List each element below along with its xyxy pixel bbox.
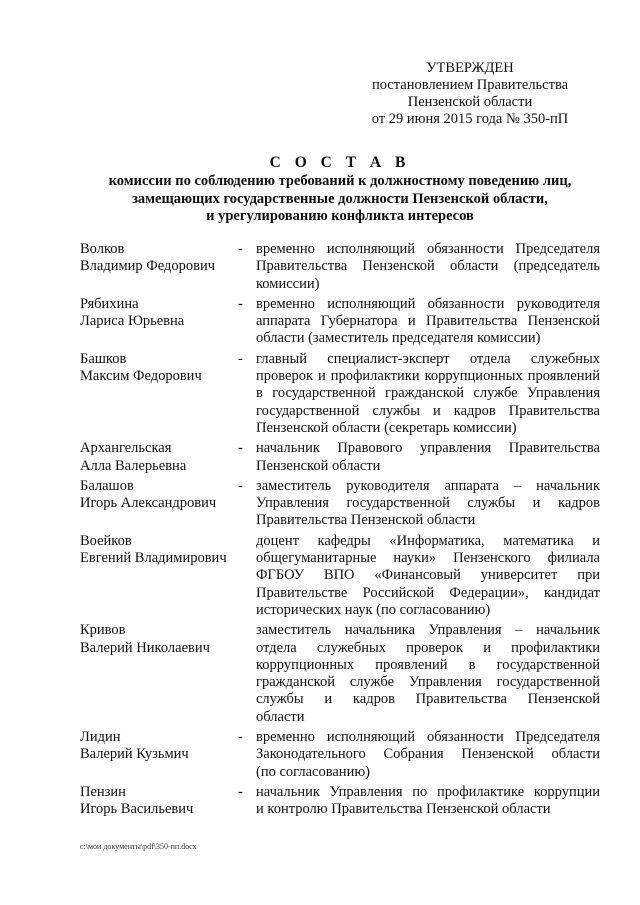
member-given-names: Валерий Николаевич [80,639,210,656]
member-surname: Пензин [80,783,126,800]
member-row [80,296,600,348]
member-position-line: временно исполняющий обязанности Председателя [256,729,600,746]
member-position-line: комиссии) [256,275,320,292]
document-subtitle [60,173,620,226]
approval-line-2: постановлением Правительства [371,77,569,93]
member-surname: Кривов [80,622,126,639]
member-position [256,478,600,530]
member-position-line: главный специалист-эксперт отдела служебных [256,350,600,367]
member-dash: - [238,241,243,257]
member-surname: Воейков [80,532,132,549]
approval-line-1: УТВЕРЖДЕН [426,60,514,76]
member-dash [238,533,256,619]
member-dash [238,622,256,726]
member-name [80,729,238,781]
member-name [80,440,238,475]
member-position-line: (по согласованию) [256,763,370,780]
member-name [80,478,238,530]
member-dash: - [238,295,243,312]
member-position-line: отдела служебных проверок и профилактики [256,639,600,656]
member-position-line: и контролю Правительства Пензенской области [256,801,551,818]
member-position-line: гражданской службе Управления государственной [256,674,600,691]
member-surname: Лидин [80,729,121,746]
member-position [256,351,600,437]
member-given-names: Евгений Владимирович [80,550,227,567]
approval-stamp [350,60,590,128]
member-position [256,729,600,781]
member-row [80,241,600,293]
member-given-names: Максим Федорович [80,368,202,385]
member-position [256,784,600,819]
member-row [80,622,600,726]
approval-line-3: Пензенской области [407,94,533,110]
member-name [80,533,238,619]
member-position-line: заместитель руководителя аппарата – начальник [256,477,600,494]
member-position-line: аппарата Губернатора и Правительства Пензенской [256,313,600,330]
member-row [80,351,600,437]
member-position-line: доцент кафедры «Информатика, математика и [256,532,600,549]
member-position [256,440,600,475]
document-title: С О С Т А В [269,154,411,171]
member-dash: - [238,350,243,367]
member-name [80,241,238,293]
member-position-line: Правительстве Российской Федерации», кандидат [256,584,600,601]
member-position [256,296,600,348]
member-name [80,351,238,437]
member-position-line: ФГБОУ ВПО «Финансовый университет при [256,567,600,584]
member-surname: Балашов [80,477,134,494]
member-position-line: Пензенской области (секретарь комиссии) [256,419,517,436]
member-position-line: Правительства Пензенской области (председатель [256,258,600,275]
member-given-names: Лариса Юрьевна [80,313,185,330]
member-position-line: службы и кадров Правительства Пензенской [256,691,600,708]
approval-line-4: от 29 июня 2015 года № 350-пП [371,111,569,127]
member-position-line: начальник Правового управления Правительства [256,440,600,457]
member-row [80,478,600,530]
member-position-line: общегуманитарные науки» Пензенского филиала [256,550,600,567]
member-row [80,533,600,619]
subtitle-line-3: и урегулированию конфликта интересов [206,208,474,224]
member-position-line: Пензенской области [256,457,381,474]
member-dash: - [238,477,243,494]
member-name [80,784,238,819]
member-position-line: области (заместитель председателя комиссии) [256,330,541,347]
title-block [60,153,620,226]
member-position-line: Управления государственной службы и кадров [256,495,600,512]
member-dash: - [238,729,243,746]
member-position-line: государственной службы и кадров Правительства [256,402,600,419]
member-position-line: проверок и профилактики коррупционных проявлений [256,368,600,385]
member-position-line: заместитель начальника Управления – начальник [256,622,600,639]
member-position-line: временно исполняющий обязанности Председателя [256,241,600,257]
file-path-footer: c:\мои документы\pdf\350-пп.docx [80,842,197,851]
member-row [80,729,600,781]
member-surname: Волков [80,241,125,257]
member-position-line: области [256,708,305,725]
member-given-names: Игорь Александрович [80,495,217,512]
member-position [256,622,600,726]
member-surname: Башков [80,350,127,367]
member-dash: - [238,783,243,800]
members-list [80,241,600,822]
member-position-line: в государственной гражданской службе Управления [256,385,600,402]
member-dash: - [238,440,243,457]
member-position [256,241,600,293]
member-surname: Архангельская [80,440,172,457]
member-given-names: Алла Валерьевна [80,457,187,474]
member-given-names: Владимир Федорович [80,258,216,275]
member-position-line: исторических наук (по согласованию) [256,601,491,618]
subtitle-line-1: комиссии по соблюдению требований к должностному поведению лиц, [108,173,572,189]
member-surname: Рябихина [80,295,139,312]
member-position-line: временно исполняющий обязанности руководителя [256,295,600,312]
member-row [80,784,600,819]
member-name [80,296,238,348]
member-position-line: коррупционных проявлений в государственной [256,656,600,673]
subtitle-line-2: замещающих государственные должности Пензенской области, [132,190,548,207]
member-position-line: начальник Управления по профилактике коррупции [256,783,600,800]
member-given-names: Игорь Васильевич [80,801,194,818]
member-given-names: Валерий Кузьмич [80,746,189,763]
member-name [80,622,238,726]
member-row [80,440,600,475]
member-position [256,533,600,619]
member-position-line: Правительства Пензенской области [256,512,476,529]
member-position-line: Законодательного Собрания Пензенской области [256,746,600,763]
